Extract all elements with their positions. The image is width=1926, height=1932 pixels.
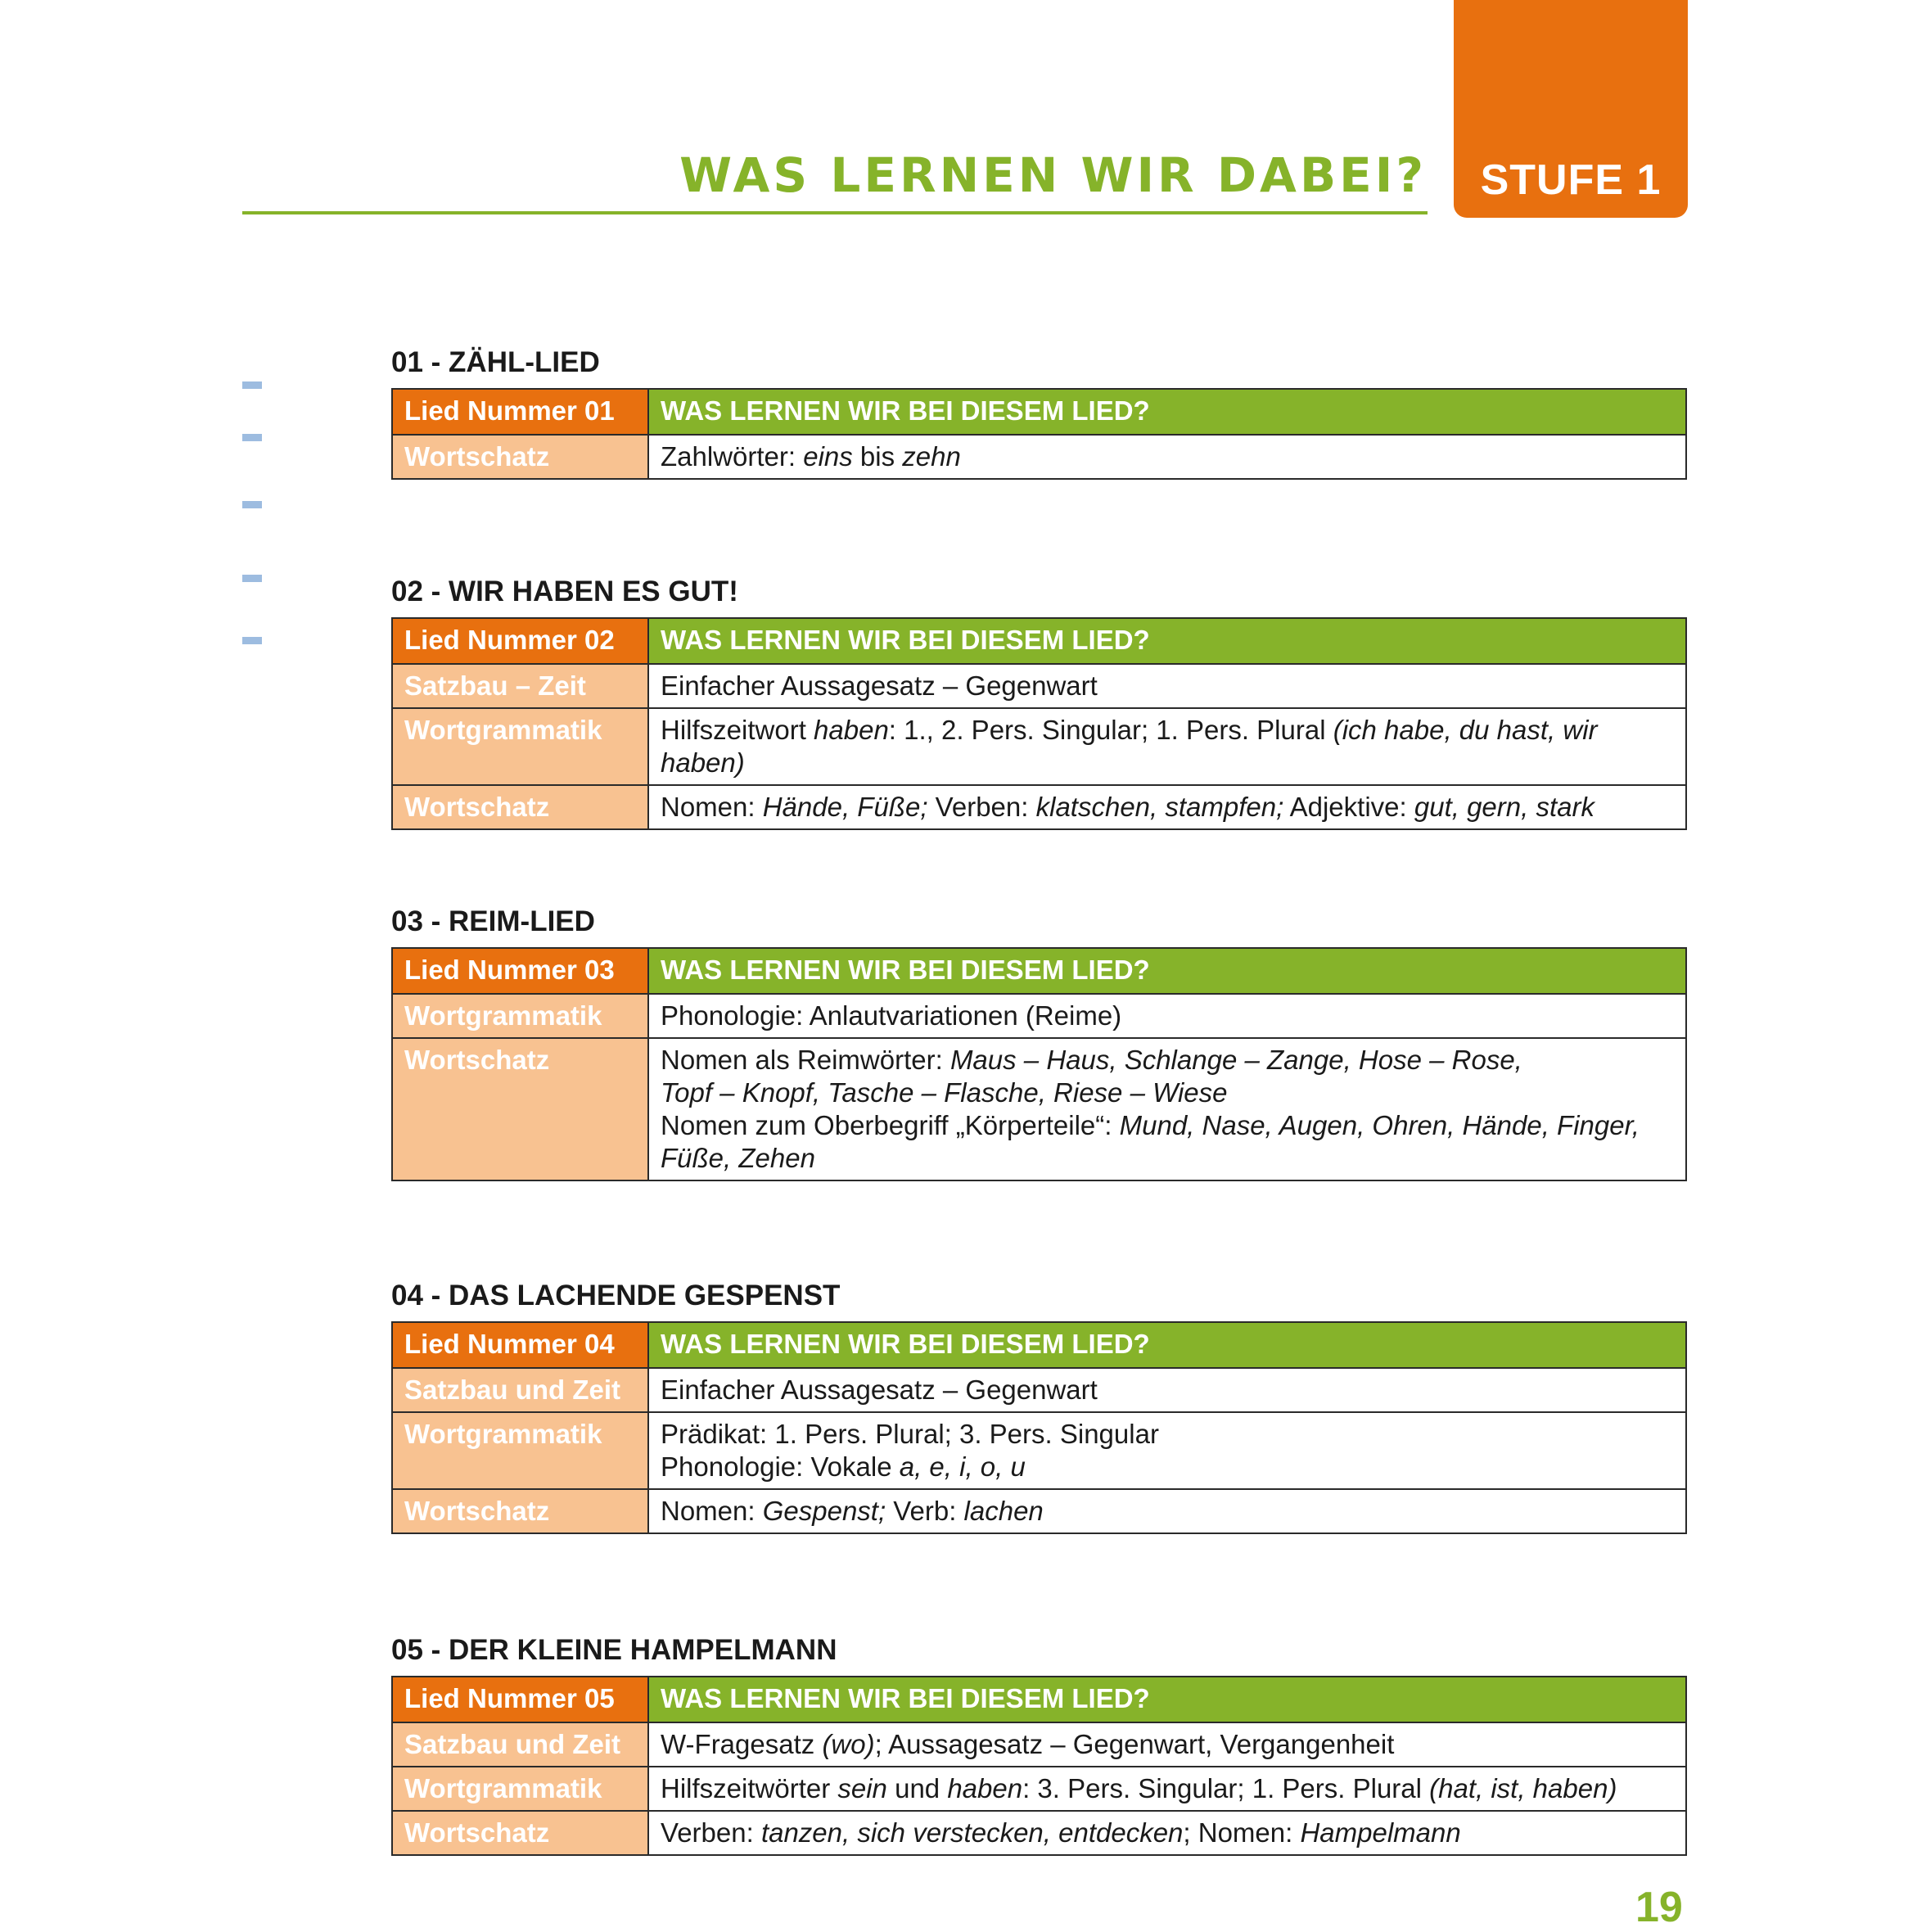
category-cell: Wortschatz [392,1038,648,1180]
side-mark [242,637,262,644]
section-title: 01 - ZÄHL-LIED [391,346,600,378]
content-cell [648,1368,1686,1412]
table-row [392,994,1686,1038]
column-header-cell: WAS LERNEN WIR BEI DIESEM LIED? [648,389,1686,435]
category-cell: Wortschatz [392,435,648,479]
content-cell [648,1038,1686,1180]
column-header-cell: WAS LERNEN WIR BEI DIESEM LIED? [648,1322,1686,1368]
content-line: Topf – Knopf, Tasche – Flasche, Riese – Wiese [661,1077,1228,1108]
category-cell: Wortgrammatik [392,1412,648,1489]
heading-divider [242,211,1428,214]
table-row [392,1038,1686,1180]
content-line: Phonologie: Anlautvariationen (Reime) [661,1000,1122,1031]
song-number-cell: Lied Nummer 01 [392,389,648,435]
song-section [391,903,1687,1181]
category-cell: Wortgrammatik [392,708,648,785]
table-header-row [392,1322,1686,1368]
column-header-cell: WAS LERNEN WIR BEI DIESEM LIED? [648,1677,1686,1722]
content-line: W-Fragesatz (wo); Aussagesatz – Gegenwart, Vergangenheit [661,1729,1395,1759]
side-mark [242,501,262,508]
song-section [391,1632,1687,1856]
song-number-cell: Lied Nummer 04 [392,1322,648,1368]
content-cell [648,664,1686,708]
content-cell [648,1722,1686,1767]
content-line: Einfacher Aussagesatz – Gegenwart [661,1375,1098,1405]
category-cell: Wortschatz [392,1811,648,1855]
table-row [392,664,1686,708]
stufe-tab [1454,0,1688,218]
table-header-row [392,618,1686,664]
table-row [392,1811,1686,1855]
category-cell: Wortschatz [392,1489,648,1533]
table-row [392,1722,1686,1767]
table-row [392,708,1686,785]
category-cell: Wortgrammatik [392,994,648,1038]
content-cell [648,435,1686,479]
category-cell: Wortgrammatik [392,1767,648,1811]
content-line: Nomen: Hände, Füße; Verben: klatschen, stampfen; Adjektive: gut, gern, stark [661,792,1594,822]
content-cell [648,708,1686,785]
content-line: Hilfszeitwort haben: 1., 2. Pers. Singular; 1. Pers. Plural (ich habe, du hast, wir haben) [661,715,1598,778]
category-cell: Satzbau und Zeit [392,1368,648,1412]
content-line: Hilfszeitwörter sein und haben: 3. Pers. Singular; 1. Pers. Plural (hat, ist, haben) [661,1773,1617,1803]
content-line: Verben: tanzen, sich verstecken, entdecken; Nomen: Hampelmann [661,1817,1461,1848]
category-cell: Satzbau – Zeit [392,664,648,708]
song-table [391,947,1687,1181]
song-table [391,388,1687,480]
song-number-cell: Lied Nummer 05 [392,1677,648,1722]
section-title: 05 - DER KLEINE HAMPELMANN [391,1634,837,1666]
column-header-cell: WAS LERNEN WIR BEI DIESEM LIED? [648,618,1686,664]
song-number-cell: Lied Nummer 02 [392,618,648,664]
table-row [392,1368,1686,1412]
table-row [392,1489,1686,1533]
content-cell [648,1412,1686,1489]
song-section [391,1277,1687,1534]
side-mark [242,575,262,582]
table-header-row [392,1677,1686,1722]
stufe-label: STUFE 1 [1480,156,1662,204]
content-line: Nomen als Reimwörter: Maus – Haus, Schlange – Zange, Hose – Rose, [661,1045,1522,1075]
content-cell [648,785,1686,829]
song-number-cell: Lied Nummer 03 [392,948,648,994]
song-table [391,617,1687,830]
table-row [392,435,1686,479]
content-line: Füße, Zehen [661,1143,815,1173]
content-cell [648,994,1686,1038]
content-cell [648,1767,1686,1811]
content-line: Nomen: Gespenst; Verb: lachen [661,1496,1044,1526]
category-cell: Wortschatz [392,785,648,829]
column-header-cell: WAS LERNEN WIR BEI DIESEM LIED? [648,948,1686,994]
content-line: Prädikat: 1. Pers. Plural; 3. Pers. Singular [661,1419,1159,1449]
side-mark [242,381,262,389]
content-cell [648,1811,1686,1855]
song-section [391,344,1687,480]
table-header-row [392,389,1686,435]
table-row [392,1412,1686,1489]
content-line: Phonologie: Vokale a, e, i, o, u [661,1451,1026,1482]
section-title: 03 - REIM-LIED [391,905,595,937]
content-line: Einfacher Aussagesatz – Gegenwart [661,670,1098,701]
content-line: Nomen zum Oberbegriff „Körperteile“: Mund, Nase, Augen, Ohren, Hände, Finger, [661,1110,1640,1140]
category-cell: Satzbau und Zeit [392,1722,648,1767]
song-table [391,1676,1687,1856]
table-row [392,785,1686,829]
table-row [392,1767,1686,1811]
section-title: 02 - WIR HABEN ES GUT! [391,576,738,607]
table-header-row [392,948,1686,994]
page-number: 19 [1635,1884,1683,1931]
page-heading: WAS LERNEN WIR DABEI? [679,147,1427,203]
song-table [391,1321,1687,1534]
side-mark [242,434,262,441]
section-title: 04 - DAS LACHENDE GESPENST [391,1280,841,1311]
song-section [391,573,1687,830]
content-line: Zahlwörter: eins bis zehn [661,441,961,472]
content-cell [648,1489,1686,1533]
